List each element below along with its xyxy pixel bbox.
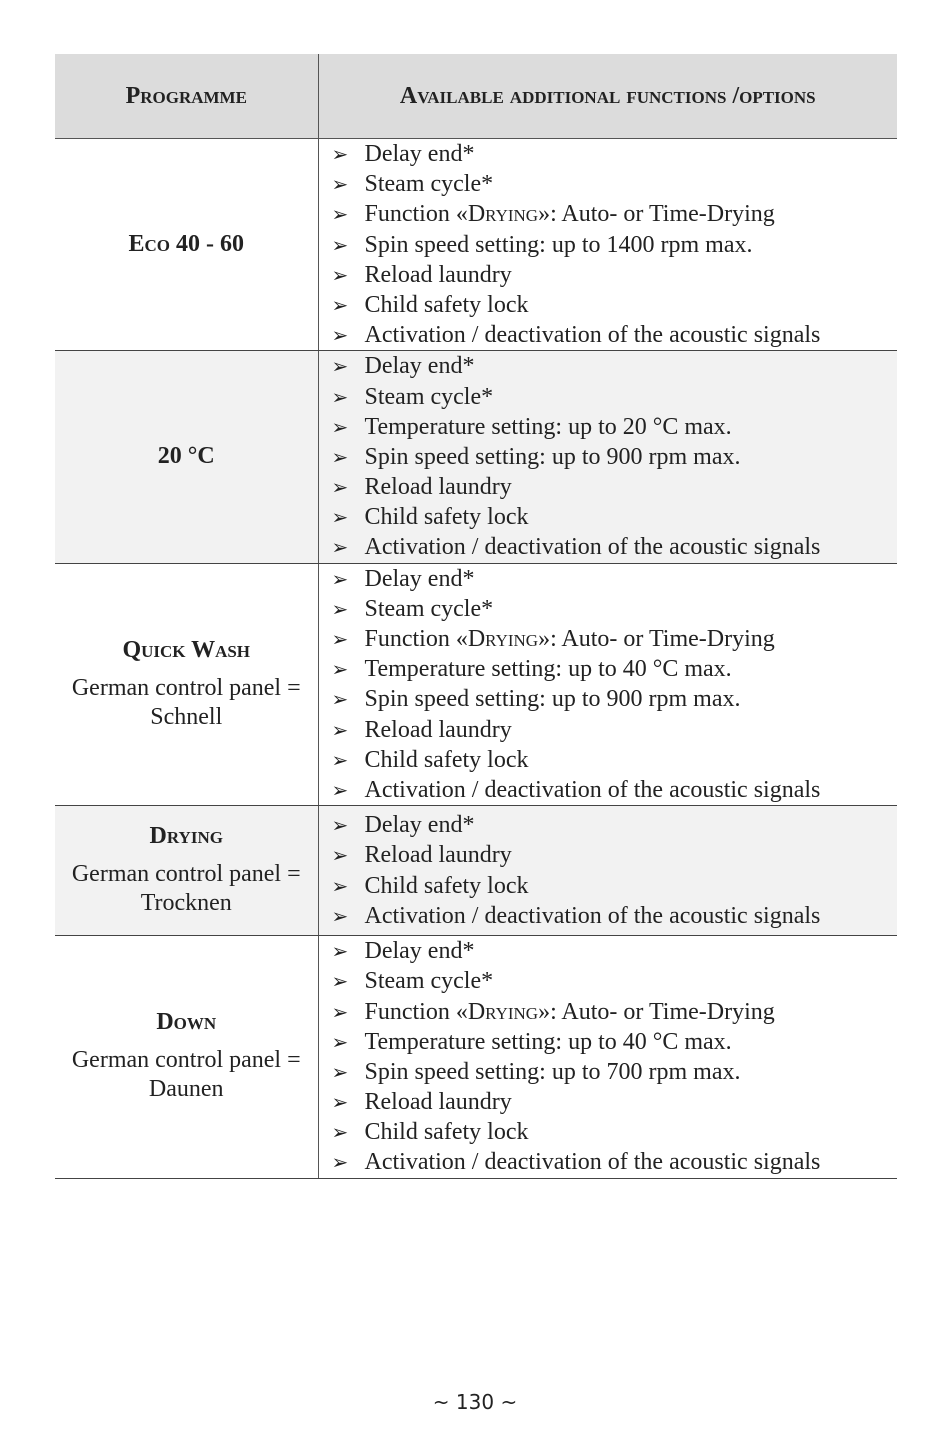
- programme-name: Drying: [149, 823, 223, 850]
- options-list: [319, 564, 898, 806]
- list-item: ➢ Steam cycle*: [331, 968, 494, 995]
- list-item: ➢ Steam cycle*: [331, 383, 494, 410]
- arrowhead-bullet-icon: ➢: [331, 1120, 349, 1145]
- list-item: ➢ Temperature setting: up to 40 °C max.: [331, 1028, 732, 1055]
- options-cell: [318, 351, 897, 563]
- arrowhead-bullet-icon: ➢: [331, 813, 349, 838]
- options-cell: [318, 139, 897, 351]
- arrowhead-bullet-icon: ➢: [331, 596, 349, 621]
- programme-cell: [55, 139, 318, 351]
- options-cell: [318, 936, 897, 1179]
- list-item: ➢ Child safety lock: [331, 291, 529, 318]
- list-item: ➢ Spin speed setting: up to 900 rpm max.: [331, 443, 741, 470]
- options-cell: [318, 563, 897, 806]
- list-item: ➢ Delay end*: [331, 938, 475, 965]
- programme-note: German control panel = Schnell: [71, 674, 301, 730]
- programme-cell: [55, 563, 318, 806]
- programme-name: 20 °C: [157, 443, 215, 470]
- arrowhead-bullet-icon: ➢: [331, 717, 349, 742]
- table-header-row: [55, 54, 897, 139]
- arrowhead-bullet-icon: ➢: [331, 535, 349, 560]
- arrowhead-bullet-icon: ➢: [331, 1059, 349, 1084]
- arrowhead-bullet-icon: ➢: [331, 292, 349, 317]
- list-item: ➢ Spin speed setting: up to 900 rpm max.: [331, 686, 741, 713]
- list-item: ➢ Activation / deactivation of the acoustic signals: [331, 776, 821, 803]
- options-list: [319, 351, 898, 562]
- options-list: [319, 936, 898, 1178]
- arrowhead-bullet-icon: ➢: [331, 873, 349, 898]
- list-item: ➢ Temperature setting: up to 40 °C max.: [331, 656, 732, 683]
- programme-name: Down: [156, 1009, 217, 1036]
- arrowhead-bullet-icon: ➢: [331, 657, 349, 682]
- arrowhead-bullet-icon: ➢: [331, 172, 349, 197]
- header-programme: Programme: [55, 54, 318, 139]
- programme-cell: [55, 806, 318, 936]
- header-options: Available additional functions /options: [318, 54, 897, 139]
- list-item: ➢ Activation / deactivation of the acoustic signals: [331, 534, 821, 561]
- arrowhead-bullet-icon: ➢: [331, 566, 349, 591]
- arrowhead-bullet-icon: ➢: [331, 354, 349, 379]
- list-item: ➢ Delay end*: [331, 141, 475, 167]
- list-item: ➢ Reload laundry: [331, 716, 512, 743]
- arrowhead-bullet-icon: ➢: [331, 903, 349, 928]
- programme-options-table: [55, 54, 897, 1179]
- table-row: [55, 563, 897, 806]
- arrowhead-bullet-icon: ➢: [331, 142, 349, 166]
- arrowhead-bullet-icon: ➢: [331, 323, 349, 348]
- list-item: ➢ Spin speed setting: up to 700 rpm max.: [331, 1058, 741, 1085]
- list-item: ➢ Activation / deactivation of the acoustic signals: [331, 1149, 821, 1176]
- list-item: ➢ Reload laundry: [331, 261, 512, 288]
- table-row: [55, 936, 897, 1179]
- list-item: ➢ Function «Drying»: Auto- or Time-Drying: [331, 998, 775, 1025]
- arrowhead-bullet-icon: ➢: [331, 627, 349, 651]
- arrowhead-bullet-icon: ➢: [331, 414, 349, 439]
- options-list: [319, 810, 898, 931]
- list-item: ➢ Reload laundry: [331, 474, 512, 501]
- arrowhead-bullet-icon: ➢: [331, 505, 349, 530]
- list-item: ➢ Reload laundry: [331, 842, 512, 869]
- arrowhead-bullet-icon: ➢: [331, 202, 349, 227]
- page-number: ~ 130 ~: [432, 1390, 518, 1414]
- arrowhead-bullet-icon: ➢: [331, 1029, 349, 1054]
- programme-cell: [55, 936, 318, 1179]
- arrowhead-bullet-icon: ➢: [331, 843, 349, 868]
- list-item: ➢ Child safety lock: [331, 1119, 529, 1146]
- arrowhead-bullet-icon: ➢: [331, 1090, 349, 1115]
- list-item: ➢ Steam cycle*: [331, 595, 494, 622]
- programme-note: German control panel = Daunen: [71, 1047, 301, 1103]
- programme-cell: [55, 351, 318, 563]
- list-item: ➢ Delay end*: [331, 565, 475, 592]
- list-item: ➢ Child safety lock: [331, 872, 529, 899]
- list-item: ➢ Child safety lock: [331, 746, 529, 773]
- arrowhead-bullet-icon: ➢: [331, 969, 349, 994]
- arrowhead-bullet-icon: ➢: [331, 475, 349, 500]
- list-item: ➢ Delay end*: [331, 812, 475, 839]
- arrowhead-bullet-icon: ➢: [331, 1150, 349, 1175]
- list-item: ➢ Function «Drying»: Auto- or Time-Drying: [331, 201, 775, 228]
- list-item: ➢ Child safety lock: [331, 504, 529, 531]
- table-row: [55, 806, 897, 936]
- list-item: ➢ Function «Drying»: Auto- or Time-Drying: [331, 626, 775, 652]
- list-item: ➢ Activation / deactivation of the acoustic signals: [331, 902, 821, 929]
- options-list: [319, 139, 898, 350]
- arrowhead-bullet-icon: ➢: [331, 747, 349, 772]
- programme-note: German control panel = Trocknen: [71, 861, 301, 917]
- arrowhead-bullet-icon: ➢: [331, 687, 349, 712]
- list-item: ➢ Delay end*: [331, 353, 475, 380]
- arrowhead-bullet-icon: ➢: [331, 444, 349, 469]
- arrowhead-bullet-icon: ➢: [331, 999, 349, 1024]
- list-item: ➢ Spin speed setting: up to 1400 rpm max.: [331, 231, 753, 258]
- arrowhead-bullet-icon: ➢: [331, 262, 349, 287]
- table-row: [55, 139, 897, 351]
- arrowhead-bullet-icon: ➢: [331, 777, 349, 802]
- arrowhead-bullet-icon: ➢: [331, 939, 349, 964]
- arrowhead-bullet-icon: ➢: [331, 232, 349, 257]
- options-cell: [318, 806, 897, 936]
- list-item: ➢ Steam cycle*: [331, 171, 494, 198]
- list-item: ➢ Reload laundry: [331, 1089, 512, 1116]
- programme-name: Eco 40 - 60: [128, 231, 244, 258]
- table-row: [55, 351, 897, 563]
- list-item: ➢ Temperature setting: up to 20 °C max.: [331, 413, 732, 440]
- programme-name: Quick Wash: [122, 636, 251, 663]
- list-item: ➢ Activation / deactivation of the acoustic signals: [331, 322, 821, 349]
- arrowhead-bullet-icon: ➢: [331, 384, 349, 409]
